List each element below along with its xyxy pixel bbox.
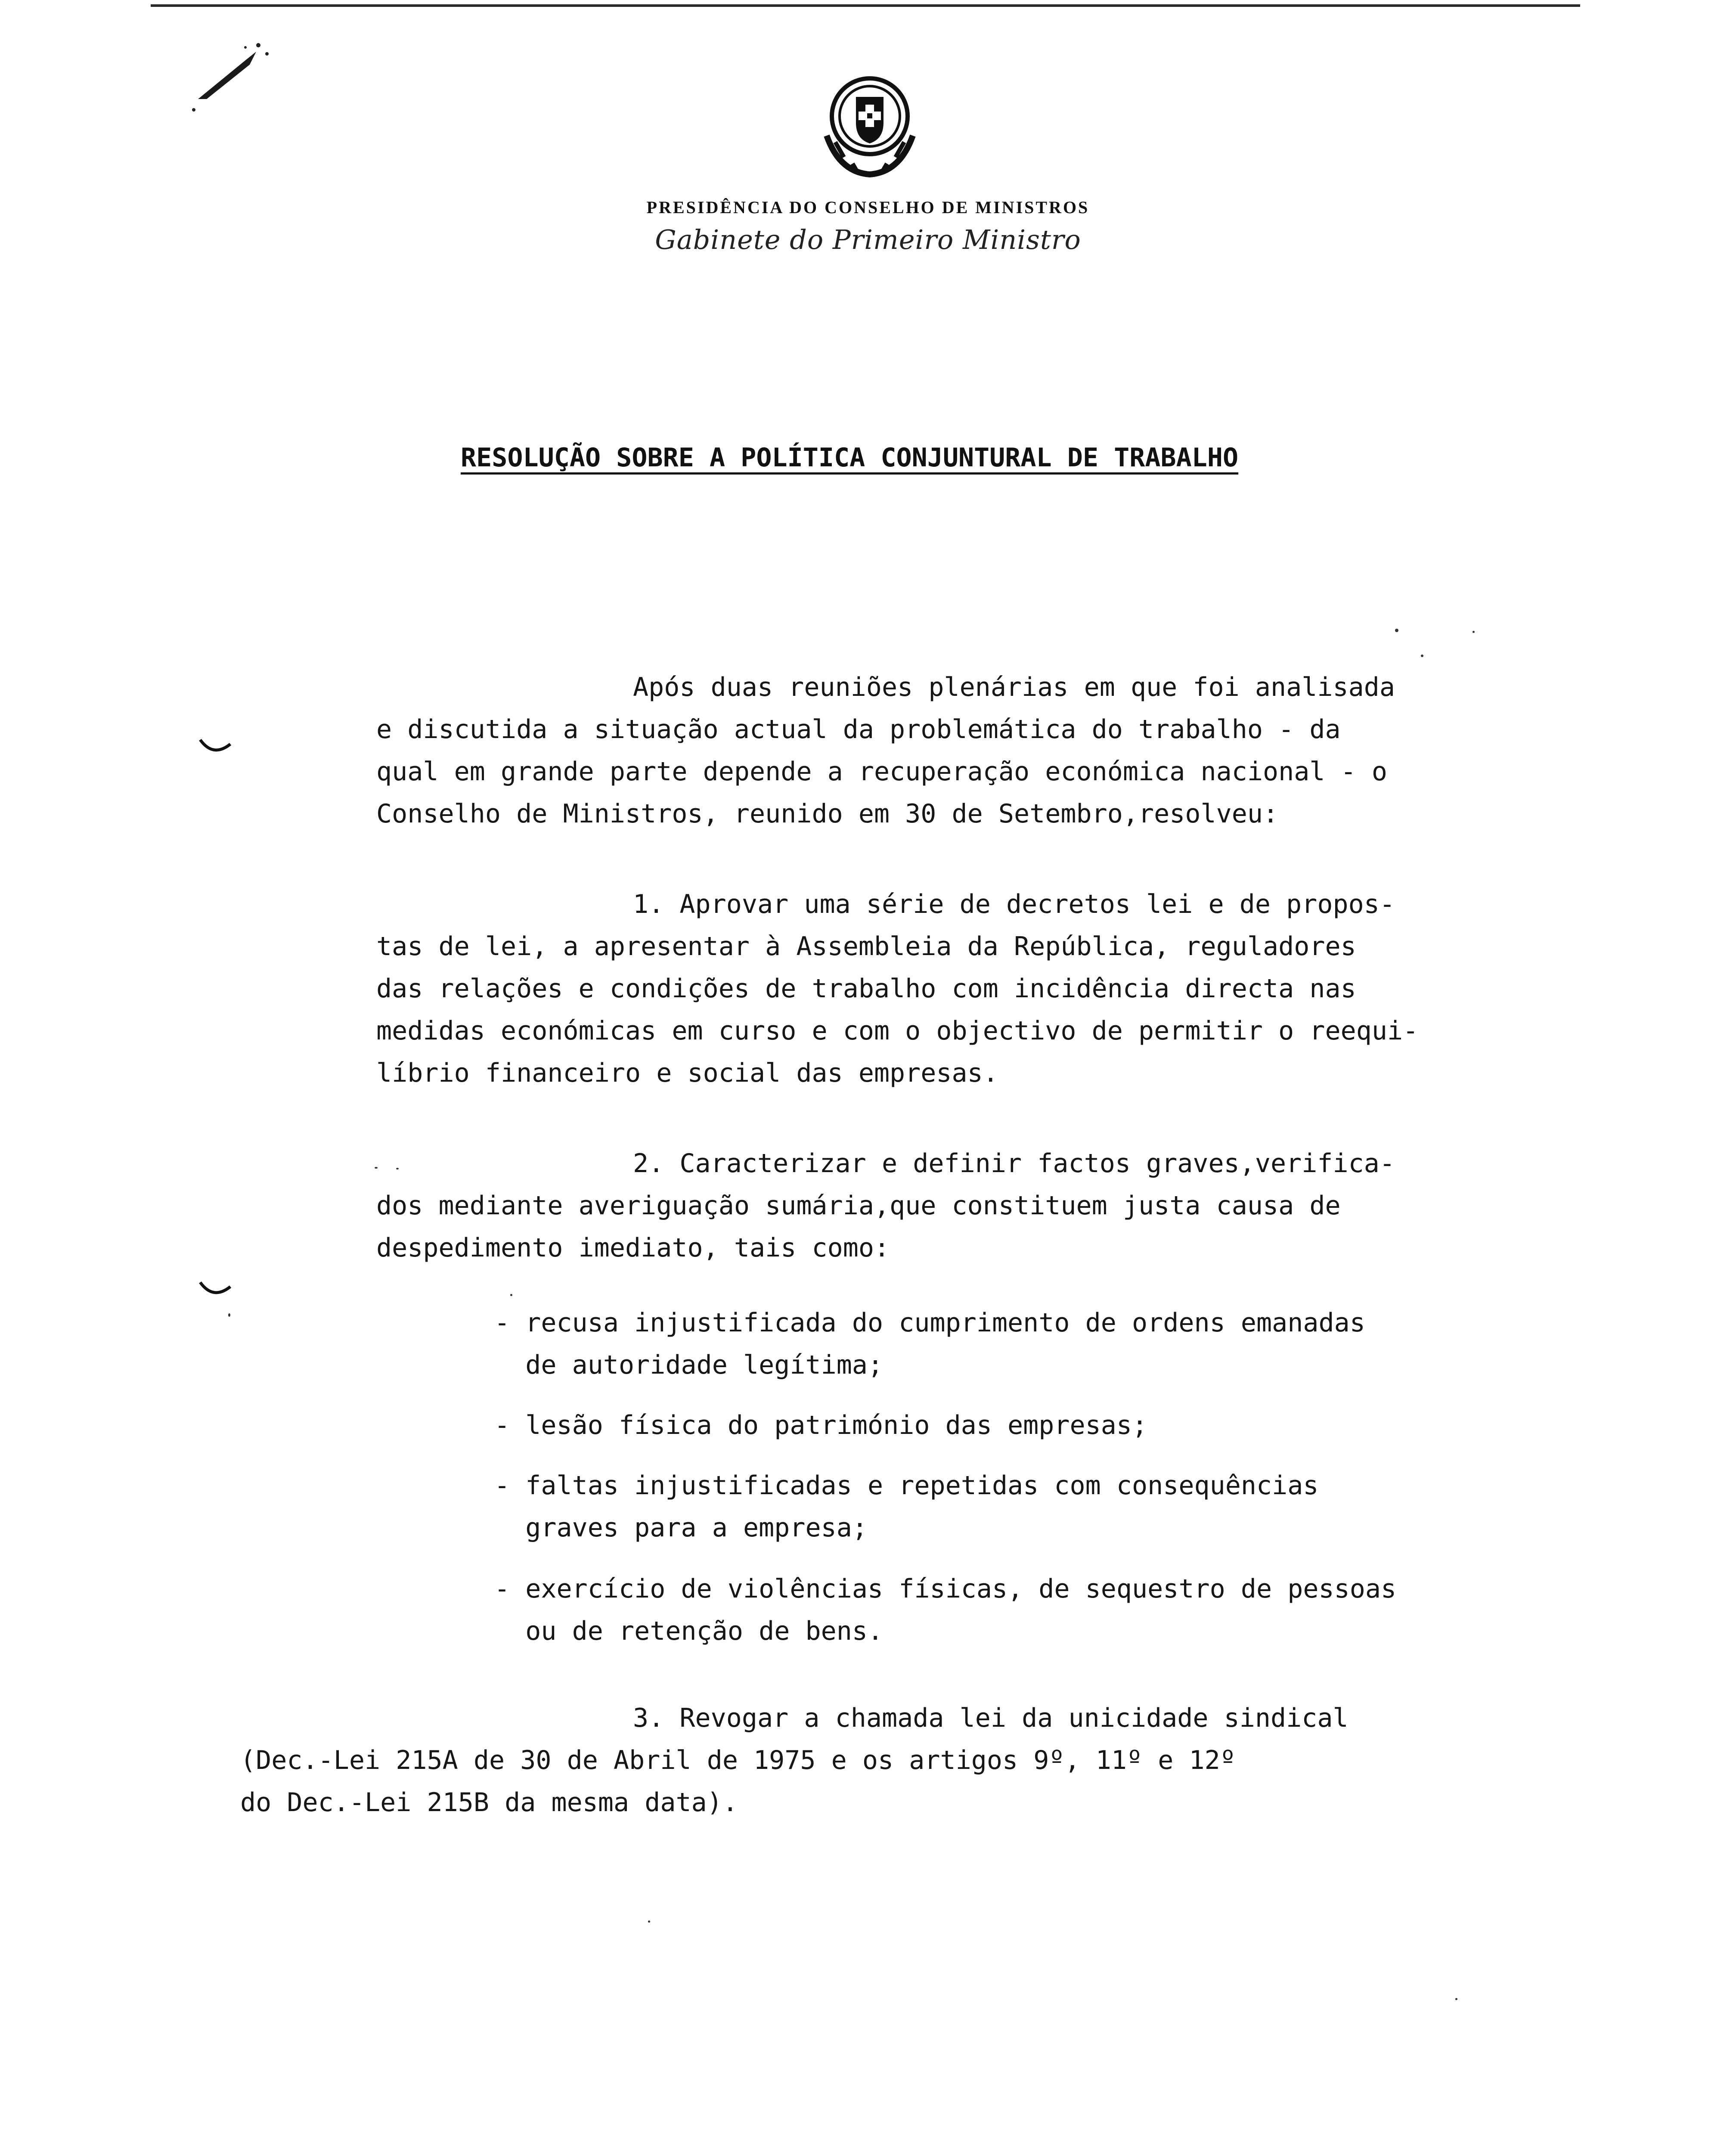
document-title: RESOLUÇÃO SOBRE A POLÍTICA CONJUNTURAL DE TRABALHO — [461, 443, 1239, 473]
coat-of-arms-icon — [814, 71, 926, 183]
item1-line: das relações e condições de trabalho com incidência directa nas — [376, 974, 1356, 1004]
intro-line: e discutida a situação actual da problemática do trabalho - da — [376, 714, 1341, 745]
item3-line: (Dec.-Lei 215A de 30 de Abril de 1975 e os artigos 9º, 11º e 12º — [240, 1745, 1236, 1775]
scan-speck — [396, 1168, 399, 1170]
intro-line: qual em grande parte depende a recuperação económica nacional - o — [376, 757, 1387, 787]
scan-speck — [1472, 631, 1475, 633]
bullet-line: - lesão física do património das empresas; — [494, 1410, 1148, 1440]
bullet-line: - exercício de violências físicas, de sequestro de pessoas — [494, 1574, 1397, 1604]
bullet-line: - recusa injustificada do cumprimento de ordens emanadas — [494, 1308, 1365, 1338]
bullet-line: - faltas injustificadas e repetidas com consequências — [494, 1470, 1319, 1501]
item3-line: 3. Revogar a chamada lei da unicidade sindical — [633, 1703, 1348, 1733]
bullet-line: graves para a empresa; — [494, 1513, 868, 1543]
item1-line: 1. Aprovar uma série de decretos lei e de propos- — [633, 889, 1395, 919]
scan-speck — [1455, 1998, 1457, 2000]
intro-line: Conselho de Ministros, reunido em 30 de Setembro,resolveu: — [376, 799, 1279, 829]
scan-speck — [648, 1920, 650, 1923]
office-heading: PRESIDÊNCIA DO CONSELHO DE MINISTROS — [646, 198, 1090, 217]
intro-line: Após duas reuniões plenárias em que foi analisada — [633, 672, 1395, 702]
item2-line: despedimento imediato, tais como: — [376, 1233, 890, 1263]
scan-speck — [510, 1294, 512, 1296]
item1-line: medidas económicas em curso e com o objectivo de permitir o reequi- — [376, 1016, 1419, 1046]
margin-mark-icon — [198, 736, 232, 758]
cabinet-signature-line: Gabinete do Primeiro Ministro — [655, 224, 1081, 255]
item1-line: tas de lei, a apresentar à Assembleia da República, reguladores — [376, 931, 1356, 962]
item2-line: 2. Caracterizar e definir factos graves,verifica- — [633, 1148, 1395, 1179]
ink-mark-icon — [181, 34, 284, 121]
scan-speck — [375, 1167, 378, 1169]
top-border-line — [151, 4, 1580, 7]
bullet-line: ou de retenção de bens. — [494, 1616, 884, 1646]
margin-mark-icon — [198, 1279, 232, 1300]
bullet-line: de autoridade legítima; — [494, 1350, 884, 1380]
item3-line: do Dec.-Lei 215B da mesma data). — [240, 1787, 738, 1818]
item2-line: dos mediante averiguação sumária,que constituem justa causa de — [376, 1191, 1341, 1221]
scan-speck — [1421, 655, 1423, 657]
item1-line: líbrio financeiro e social das empresas. — [376, 1058, 998, 1088]
scan-speck — [1395, 629, 1398, 632]
scan-speck — [228, 1313, 230, 1317]
